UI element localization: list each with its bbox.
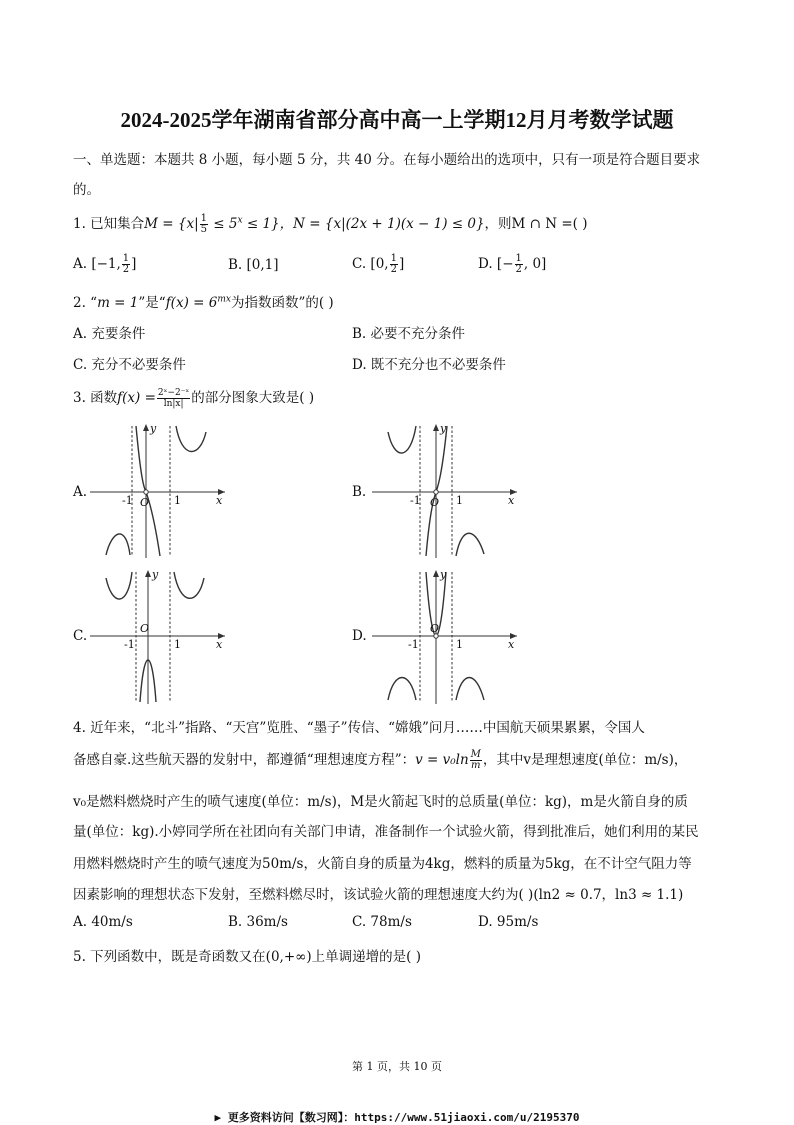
- page-title: 2024-2025学年湖南省部分高中高一上学期12月月考数学试题: [120, 108, 674, 132]
- curve-left: [388, 426, 416, 453]
- section-heading-line1: 一、单选题：本题共 8 小题，每小题 5 分，共 40 分。在每小题给出的选项中，只有一项是符合题目要求: [73, 152, 701, 168]
- q2-option-d: D. 既不充分也不必要条件: [352, 357, 506, 373]
- q4-option-c: C. 78m/s: [352, 914, 412, 930]
- q3-label-d: D.: [352, 628, 367, 644]
- promo-link[interactable]: ▶ 更多资料访问【数习网】：https://www.51jiaoxi.com/u/2195370: [214, 1111, 580, 1124]
- y-arrow-icon: [145, 570, 151, 577]
- question-4-line4: 量(单位：kg).小婷同学所在社团向有关部门申请，准备制作一个试验火箭，得到批准后，她们利用的某民: [73, 824, 699, 840]
- q1-suffix: ，则M ∩ N =( ): [484, 216, 588, 232]
- question-3-stem: 3. 函数f(x) = $\frac{\text{2ˣ−2⁻ˣ}}{\ln|x|}$ 的部分图象大致是( ): [73, 388, 315, 409]
- curve-right: [456, 678, 484, 701]
- q4-option-b: B. 36m/s: [228, 914, 288, 930]
- q4-option-a: A. 40m/s: [73, 914, 133, 930]
- q3-graph-a: [90, 420, 230, 560]
- q3-label-c: C.: [73, 628, 88, 644]
- question-2-stem: 2. “m = 1”是“$f(x) = 6^{mx}$为指数函数”的( ): [73, 294, 334, 311]
- curve-left: [106, 534, 130, 555]
- question-4-line2: 备感自豪.这些航天器的发射中，都遵循“理想速度方程”：v = v₀ln $\frac{M}{m}$ ，其中v是理想速度(单位：m/s)，: [73, 749, 688, 771]
- question-4-line1: 4. 近年来，“北斗”指路、“天宫”览胜、“墨子”传信、“嫦娥”问月……中国航天硕果累累，令国人: [73, 720, 645, 736]
- q3-graph-b: [372, 420, 522, 560]
- question-5-stem: 5. 下列函数中，既是奇函数又在(0,+∞)上单调递增的是( ): [73, 949, 421, 965]
- x-label: x: [216, 638, 223, 651]
- q2-option-b: B. 必要不充分条件: [352, 326, 466, 342]
- question-4-line6: 因素影响的理想状态下发射，至燃料燃尽时，该试验火箭的理想速度大约为( )(ln2 ≈ 0.7，ln3 ≈ 1.1): [73, 887, 684, 903]
- q1-set-m-end: ≤ 1}，: [242, 216, 294, 232]
- y-label: y: [150, 422, 157, 435]
- curve-left: [106, 572, 132, 599]
- x-label: x: [508, 638, 515, 651]
- q1-option-d: D. [− $\frac{1}{2}$ , 0]: [478, 253, 547, 275]
- q1-set-m: M = {x|: [144, 216, 199, 232]
- y-label: y: [440, 422, 447, 435]
- tick-pos: 1: [174, 638, 181, 651]
- tick-neg: -1: [408, 638, 419, 651]
- q1-option-c: C. [0, $\frac{1}{2}$ ]: [352, 253, 405, 275]
- q1-option-b: B. [0,1]: [228, 257, 279, 273]
- tick-pos: 1: [456, 494, 463, 507]
- q3-label-a: A.: [73, 484, 88, 500]
- tick-neg: -1: [410, 494, 421, 507]
- q2-option-c: C. 充分不必要条件: [73, 357, 186, 373]
- curve-right: [176, 426, 206, 452]
- q1-exp: x: [237, 215, 243, 226]
- tick-pos: 1: [174, 494, 181, 507]
- y-arrow-icon: [433, 424, 439, 431]
- origin-point: [434, 490, 438, 494]
- question-4-line5: 用燃料燃烧时产生的喷气速度为50m/s，火箭自身的质量为4kg，燃料的质量为5kg，在不计空气阻力等: [73, 856, 692, 872]
- origin-label: O: [430, 622, 440, 635]
- question-4-line3: v₀是燃料燃烧时产生的喷气速度(单位：m/s)，M是火箭起飞时的总质量(单位：kg)，m是火箭自身的质: [73, 794, 688, 810]
- question-1-stem: [73, 212, 588, 235]
- x-label: x: [508, 494, 515, 507]
- origin-label: O: [430, 496, 440, 509]
- section-heading-line2: 的。: [73, 182, 100, 198]
- tick-neg: -1: [122, 494, 133, 507]
- y-label: y: [440, 568, 447, 581]
- q3-graph-c: [90, 566, 230, 706]
- y-arrow-icon: [433, 570, 439, 577]
- q2-option-a: A. 充要条件: [73, 326, 146, 342]
- tick-neg: -1: [124, 638, 135, 651]
- y-label: y: [152, 568, 159, 581]
- origin-point: [144, 490, 148, 494]
- q1-fraction: $\frac{1}{5}$: [200, 213, 208, 235]
- curve-right: [174, 572, 204, 598]
- page-footer: 第 1 页，共 10 页: [352, 1060, 442, 1073]
- q4-option-d: D. 95m/s: [478, 914, 539, 930]
- q1-set-n: N = {x|(2x + 1)(x − 1) ≤ 0}: [293, 216, 485, 232]
- origin-label: O: [140, 622, 150, 635]
- q1-prefix: 1. 已知集合: [73, 216, 145, 232]
- curve-right: [456, 533, 484, 556]
- q3-label-b: B.: [352, 484, 367, 500]
- curve-left: [388, 678, 416, 701]
- q1-option-a: A. [−1, $\frac{1}{2}$ ]: [73, 253, 137, 275]
- q3-graph-d: [372, 566, 522, 706]
- q1-set-m-rest: ≤ 5: [209, 216, 238, 232]
- origin-label: O: [140, 496, 150, 509]
- tick-pos: 1: [456, 638, 463, 651]
- y-arrow-icon: [143, 424, 149, 431]
- x-label: x: [216, 494, 223, 507]
